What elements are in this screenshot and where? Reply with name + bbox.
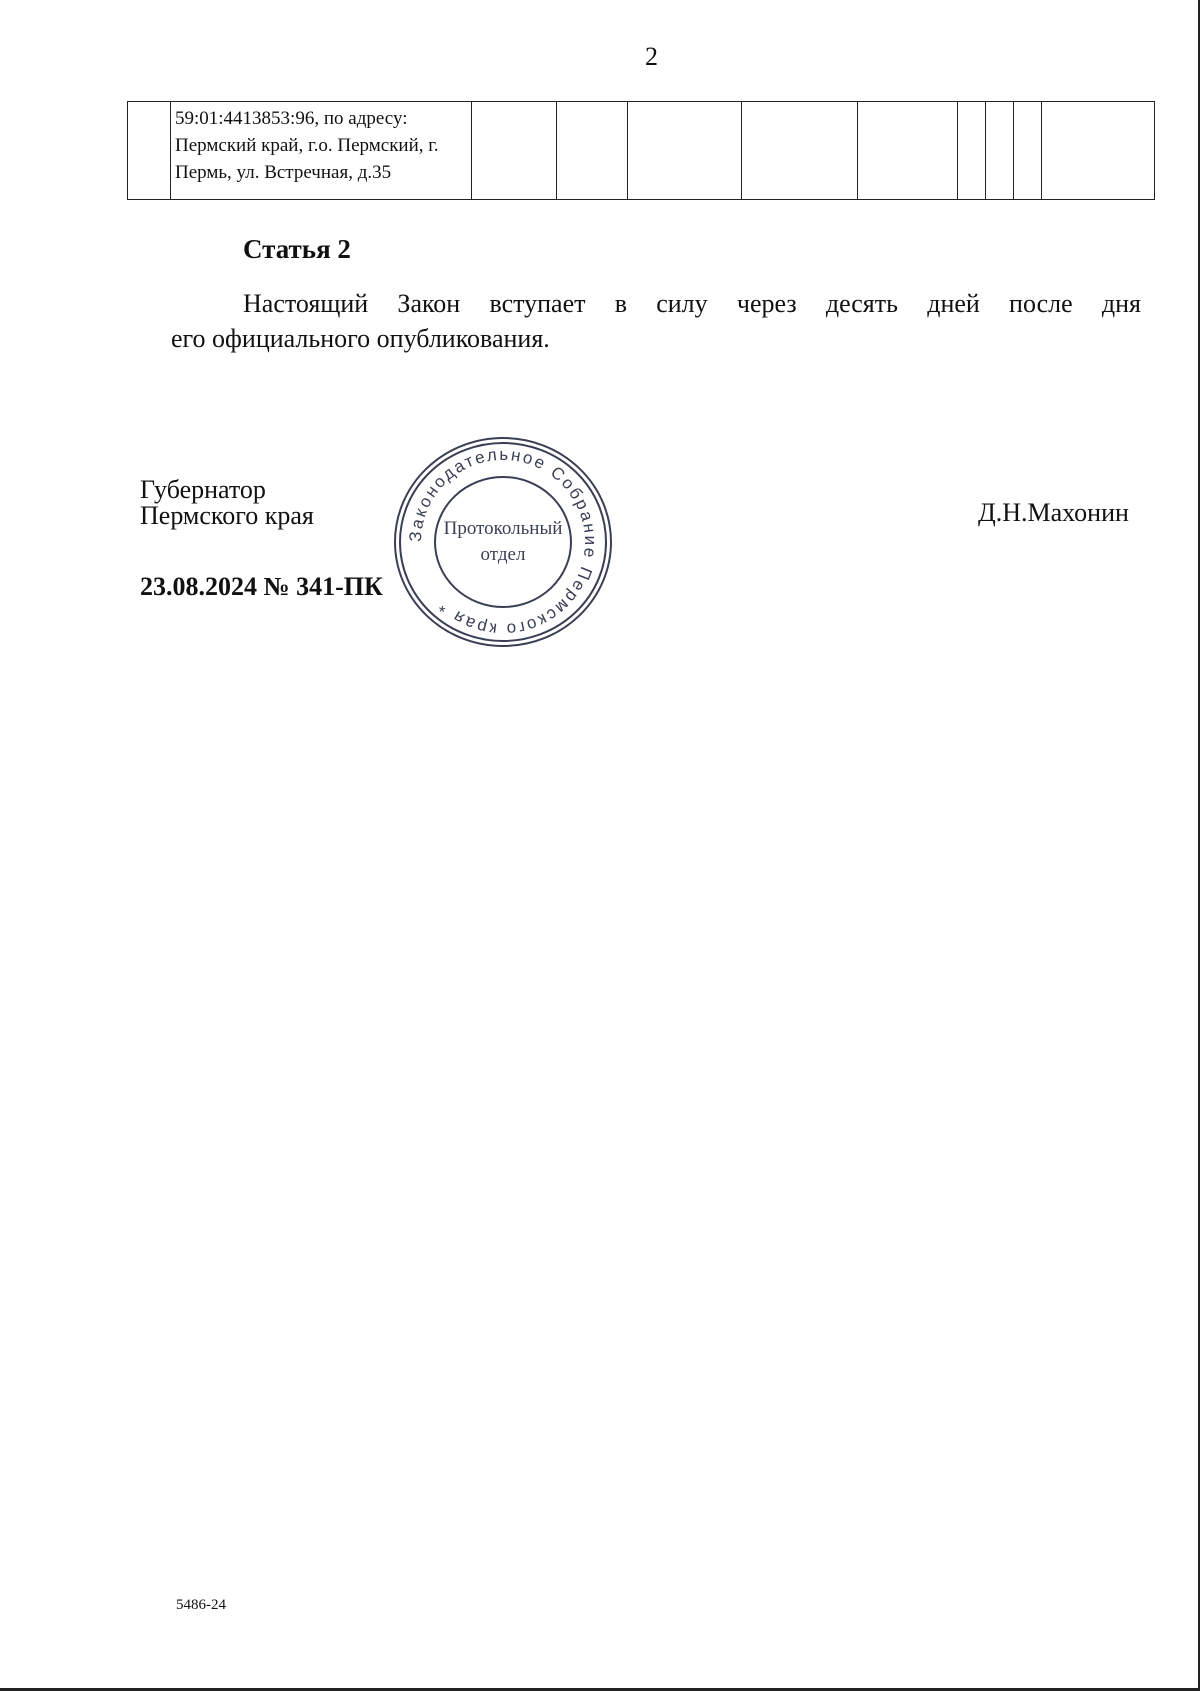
signer-name: Д.Н.Махонин xyxy=(978,498,1129,527)
address-line: 59:01:4413853:96, по адресу: xyxy=(175,108,408,129)
table-row xyxy=(128,102,1155,200)
article-text xyxy=(171,286,1141,356)
official-stamp xyxy=(388,430,618,655)
article-title: Статья 2 xyxy=(243,234,351,264)
stamp-center-line: отдел xyxy=(480,544,526,565)
page-number: 2 xyxy=(645,42,658,71)
stamp-outer-ring-inner xyxy=(400,443,606,641)
table-cell xyxy=(472,102,557,200)
table-cell xyxy=(858,102,958,200)
position-line: Пермского края xyxy=(140,501,314,530)
table-cell xyxy=(628,102,742,200)
table-cell xyxy=(742,102,858,200)
table-cell-index xyxy=(128,102,171,200)
article-text-line: его официального опубликования. xyxy=(171,324,550,353)
continuation-table xyxy=(127,101,1155,200)
stamp-outer-ring xyxy=(395,438,611,646)
address-cell xyxy=(171,102,472,200)
address-line: Пермь, ул. Встречная, д.35 xyxy=(175,162,392,183)
article-text-line: Настоящий Закон вступает в силу через десять дней после дня xyxy=(243,289,1141,318)
address-line: Пермский край, г.о. Пермский, г. xyxy=(175,135,439,156)
table-cell xyxy=(1014,102,1042,200)
table-cell xyxy=(986,102,1014,200)
table-cell xyxy=(1042,102,1155,200)
stamp-inner-ring xyxy=(435,477,571,607)
table-cell xyxy=(557,102,628,200)
law-date-number: 23.08.2024 № 341-ПК xyxy=(140,572,383,601)
document-code: 5486-24 xyxy=(176,1597,226,1613)
stamp-center-line: Протокольный xyxy=(443,518,563,539)
governor-title xyxy=(140,477,314,529)
stamp-ring-text: Законодательное Собрание Пермского края * xyxy=(405,444,601,640)
position-line: Губернатор xyxy=(140,475,266,504)
table-cell xyxy=(958,102,986,200)
